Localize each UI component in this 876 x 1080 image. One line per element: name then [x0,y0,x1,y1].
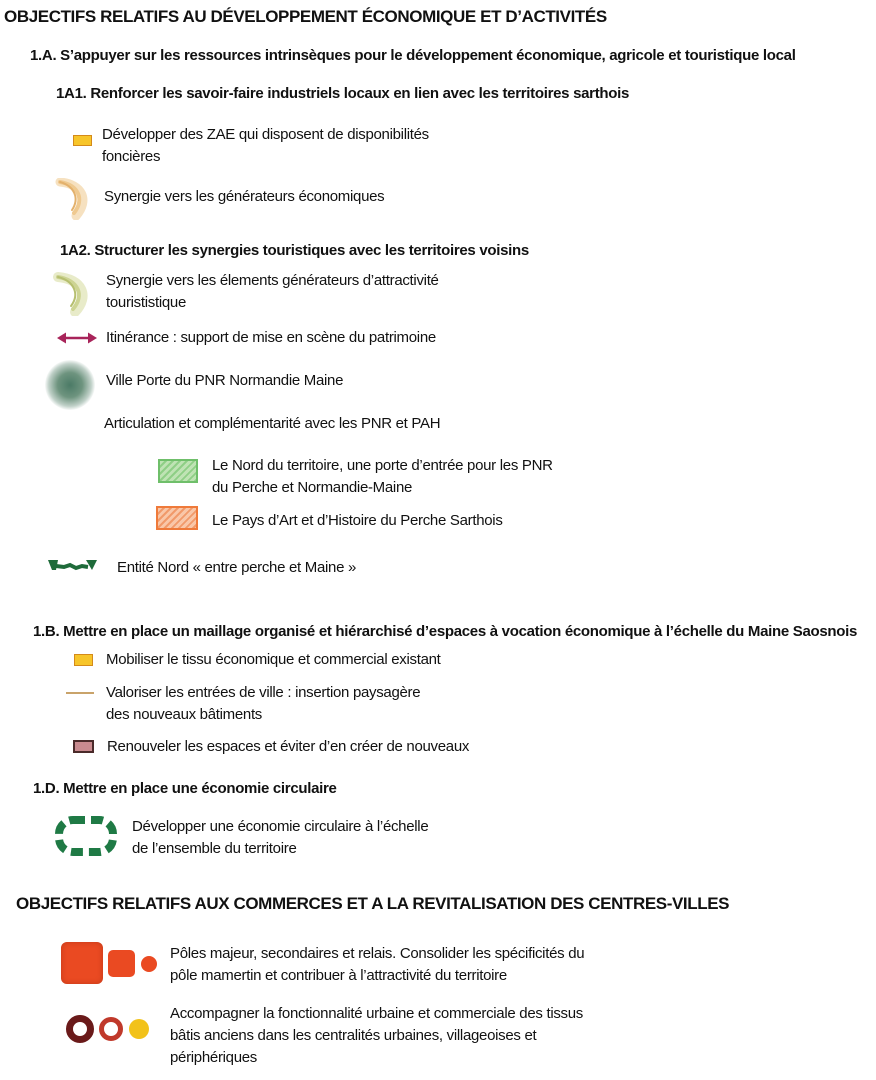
legend-renouveler: Renouveler les espaces et éviter d’en créer de nouveaux [107,738,470,755]
legend-articulation-title: Articulation et complémentarité avec les PNR et PAH [104,415,441,432]
legend-itinerance: Itinérance : support de mise en scène du patrimoine [106,329,436,346]
legend-synergy-tourism-line2: tourististique [106,294,187,311]
synergy-economic-arc-icon [54,178,94,220]
legend-ville-porte: Ville Porte du PNR Normandie Maine [106,372,344,389]
heading-1b: 1.B. Mettre en place un maillage organisé et hiérarchisé d’espaces à vocation économique à l’échelle du Maine Saosnois [33,623,858,640]
legend-pnr-line2: du Perche et Normandie-Maine [212,479,413,496]
pole-relais-dot-icon [141,956,157,972]
zae-yellow-rect-icon [73,135,92,146]
heading-1a: 1.A. S’appuyer sur les ressources intrinsèques pour le développement économique, agricole et touristique local [30,47,796,64]
heading-1a2: 1A2. Structurer les synergies touristiques avec les territoires voisins [60,242,529,259]
section-title-economie: OBJECTIFS RELATIFS AU DÉVELOPPEMENT ÉCONOMIQUE ET D’ACTIVITÉS [4,7,607,26]
heading-1d: 1.D. Mettre en place une économie circulaire [33,780,337,797]
tissus-urbain-ring-icon [66,1015,94,1043]
legend-entite-nord: Entité Nord « entre perche et Maine » [117,559,357,576]
legend-pnr-line1: Le Nord du territoire, une porte d’entrée pour les PNR [212,457,553,474]
pole-majeur-square-icon [61,942,103,984]
tissus-peripherique-dot-icon [129,1019,149,1039]
entite-nord-toothed-line-icon [48,558,98,574]
section-title-commerces: OBJECTIFS RELATIFS AUX COMMERCES ET A LA REVITALISATION DES CENTRES-VILLES [16,894,730,913]
legend-poles-line1: Pôles majeur, secondaires et relais. Consolider les spécificités du [170,945,585,962]
legend-zae-line1: Développer des ZAE qui disposent de disponibilités [102,126,429,143]
ville-porte-blur-dot-icon [45,360,95,410]
legend-zae-line2: foncières [102,148,161,165]
heading-1a1: 1A1. Renforcer les savoir-faire industriels locaux en lien avec les territoires sarthois [56,85,630,102]
itinerance-double-arrow-icon [57,331,97,345]
legend-synergy-tourism-line1: Synergie vers les élements générateurs d’attractivité [106,272,439,289]
legend-poles-line2: pôle mamertin et contribuer à l’attractivité du territoire [170,967,507,984]
legend-tissus-line3: périphériques [170,1049,257,1066]
legend-tissus-line2: bâtis anciens dans les centralités urbaines, villageoises et [170,1027,537,1044]
legend-synergy-economic: Synergie vers les générateurs économiques [104,188,385,205]
legend-entrees-ville-line2: des nouveaux bâtiments [106,706,263,723]
tissu-economique-yellow-rect-icon [74,654,93,666]
pah-orange-hatch-icon [156,506,198,530]
pole-secondaire-square-icon [108,950,135,977]
legend-economie-circulaire-line1: Développer une économie circulaire à l’échelle [132,818,429,835]
pnr-green-hatch-icon [158,459,198,483]
legend-pah: Le Pays d’Art et d’Histoire du Perche Sarthois [212,512,503,529]
legend-tissus-line1: Accompagner la fonctionnalité urbaine et commerciale des tissus [170,1005,583,1022]
renouveler-pink-rect-icon [73,740,94,753]
legend-tissu-economique: Mobiliser le tissu économique et commercial existant [106,651,441,668]
synergy-tourism-arc-icon [52,272,94,316]
tissus-villageois-ring-icon [99,1017,123,1041]
entrees-ville-line-icon [66,692,94,694]
legend-entrees-ville-line1: Valoriser les entrées de ville : insertion paysagère [106,684,421,701]
economie-circulaire-dashed-ring-icon [50,812,122,860]
legend-economie-circulaire-line2: de l’ensemble du territoire [132,840,297,857]
